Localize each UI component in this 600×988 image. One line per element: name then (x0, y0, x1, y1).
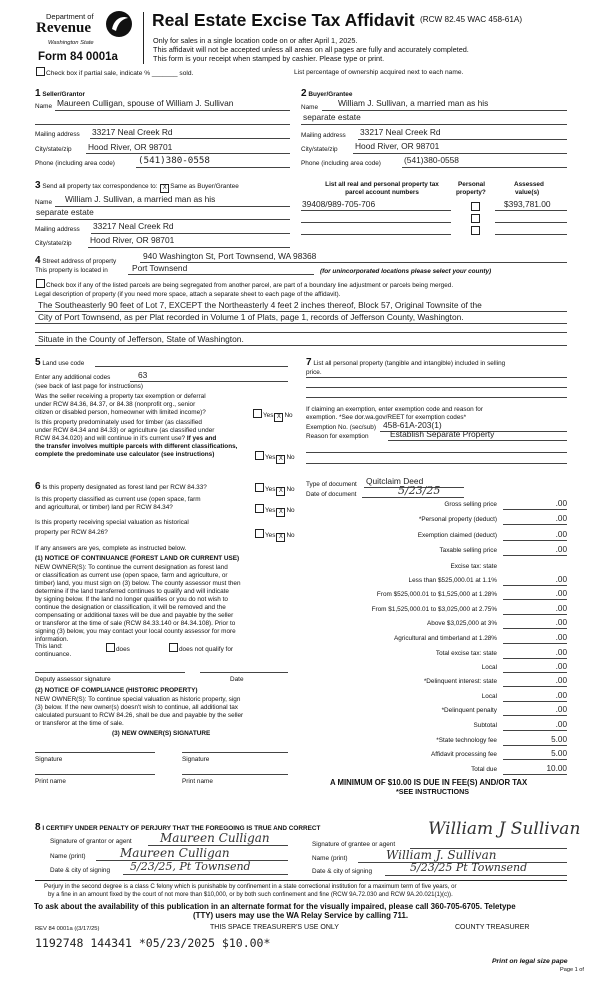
located-label: This property is located in (35, 267, 108, 274)
s6-if-yes: If any answers are yes, complete as instructed below. (35, 545, 187, 552)
see-back-note: (see back of last page for instructions) (35, 383, 143, 390)
doc-date[interactable]: 5/23/25 (398, 484, 441, 497)
tax-row-value[interactable]: 5.00 (551, 735, 567, 744)
personal-property-checkbox-1[interactable] (471, 202, 480, 211)
personal-property-label2: price. (306, 369, 322, 376)
tax-row-label: Gross selling price (444, 501, 497, 508)
form-rcw: (RCW 82.45 WAC 458-61A) (420, 15, 523, 24)
partial-sale-row: Check box if partial sale, indicate % _______ sold. (35, 67, 193, 78)
notice2-line: calculated pursuant to RCW 84.26, shall be due and payable by the seller (35, 712, 244, 719)
perjury-line1: Perjury in the second degree is a class C felony which is punishable by confinement in a state correctional institution for a maximum term of five years, or (44, 883, 457, 890)
tax-row-label: Excise tax: state (450, 563, 497, 570)
tax-row-value[interactable]: .00 (555, 676, 567, 685)
exempt-reason[interactable]: Establish Separate Property (390, 429, 495, 439)
header-note3: This form is your receipt when stamped by cashier. Please type or print. (153, 54, 385, 63)
tax-row-label: Local (481, 693, 497, 700)
notice1-line: timber) land, you must sign on (3) below. The county assessor must then (35, 580, 241, 587)
notice2-title: (2) NOTICE OF COMPLIANCE (HISTORIC PROPERTY) (35, 687, 198, 694)
seller-name-label: Name (35, 103, 53, 110)
tax-row-label: Total excise tax: state (435, 650, 497, 657)
new-owner-print-label-1: Print name (35, 778, 66, 785)
buyer-mail[interactable]: 33217 Neal Creek Rd (360, 127, 441, 137)
tax-row-value[interactable]: .00 (555, 575, 567, 584)
s6-q2-line1: Is this property classified as current use (open space, farm (35, 496, 201, 503)
alt-format-line1: To ask about the availability of this publication in an alternate format for the visually impaired, please call 360-705-6705. Teletype (34, 902, 516, 911)
county-treasurer: COUNTY TREASURER (455, 924, 530, 931)
tax-row-label: Subtotal (473, 722, 497, 729)
seller-heading: 1 Seller/Grantor (35, 88, 85, 99)
q1-answer: Yes X No (252, 409, 293, 422)
buyer-phone-label: Phone (including area code) (301, 160, 381, 167)
treasurer-only: THIS SPACE TREASURER'S USE ONLY (210, 924, 339, 931)
seller-mail-label: Mailing address (35, 131, 80, 138)
parcel-col2-h1: Personal (458, 181, 485, 188)
seller-mail[interactable]: 33217 Neal Creek Rd (92, 127, 173, 137)
grantor-name-label: Name (print) (50, 853, 86, 860)
corr-mail[interactable]: 33217 Neal Creek Rd (93, 221, 174, 231)
continuance-label: continuance. (35, 651, 72, 658)
notice2-line: NEW OWNER(S): To continue special valuation as historic property, sign (35, 696, 241, 703)
parcel-number[interactable]: 39408/989-705-706 (302, 199, 376, 209)
tax-row-value[interactable]: .00 (555, 618, 567, 627)
tax-row-value[interactable]: .00 (555, 662, 567, 671)
tax-row-value[interactable]: .00 (555, 545, 567, 554)
q1-line3: citizen or disabled person, homeowner with limited income)? (35, 409, 206, 416)
parcel-col2-h2: property? (456, 189, 486, 196)
notice1-line: compensating or additional taxes will be due and payable by the seller (35, 612, 234, 619)
tax-row-label: *State technology fee (436, 737, 497, 744)
tax-row-label: Total due (471, 766, 497, 773)
s6-q3-line1: Is this property receiving special valuation as historical (35, 519, 189, 526)
buyer-name-line2[interactable]: separate estate (303, 112, 361, 122)
legal-line3[interactable]: Situate in the County of Jefferson, State of Washington. (38, 334, 244, 344)
exempt-no[interactable]: 458-61A-203(1) (383, 420, 442, 430)
tax-row-label: Exemption claimed (deduct) (417, 532, 497, 539)
q2-line5: complete the predominate use calculator (see instructions) (35, 451, 215, 458)
buyer-name-line1[interactable]: William J. Sullivan, a married man as his (338, 98, 489, 108)
s6-q2-answer: Yes X No (254, 504, 295, 517)
q1-line1: Was the seller receiving a property tax exemption or deferral (35, 393, 206, 400)
exempt-line1: If claiming an exemption, enter exemption code and reason for (306, 406, 483, 413)
grantor-name[interactable]: Maureen Culligan (120, 846, 230, 860)
page-number: Page 1 of (560, 967, 584, 973)
notice2-line: or transferor at the time of sale. (35, 720, 124, 727)
parcel-col3-h2: value(s) (515, 189, 540, 196)
deputy-sig-label: Deputy assessor signature (35, 676, 111, 683)
tax-row-label: Above $3,025,000 at 3% (427, 620, 497, 627)
notice1-line: by signing below. If the land no longer qualifies or you do not wish to (35, 596, 228, 603)
s6-q1-no[interactable]: X (276, 487, 285, 496)
grantee-name[interactable]: William J. Sullivan (386, 848, 497, 862)
q2-line1: Is this property predominately used for timber (as classified (35, 419, 202, 426)
dept-line1: Department of (46, 12, 94, 21)
does-option: does (105, 643, 130, 653)
correspondence-heading: 3 Send all property tax correspondence to: X Same as Buyer/Grantee (35, 180, 239, 191)
grantor-sig-label: Signature of grantor or agent (50, 838, 132, 845)
parcel-value[interactable]: $393,781.00 (504, 199, 551, 209)
grantee-name-label: Name (print) (312, 855, 348, 862)
s6-q3-line2: property per RCW 84.26? (35, 529, 108, 536)
grantee-signature[interactable]: William J Sullivan (428, 819, 581, 839)
tax-row-value[interactable]: .00 (555, 514, 567, 523)
segregated-checkbox[interactable] (36, 279, 45, 288)
personal-property-checkbox-3[interactable] (471, 226, 480, 235)
q2-no-checkbox[interactable]: X (276, 455, 285, 464)
this-land-label: This land: (35, 643, 63, 650)
q1-yes-checkbox[interactable] (253, 409, 262, 418)
seller-city-label: City/state/zip (35, 146, 72, 153)
notice1-line: signing (3) below, you may contact your local county assessor for more (35, 628, 236, 635)
notice1-title: (1) NOTICE OF CONTINUANCE (FOREST LAND OR CURRENT USE) (35, 555, 240, 562)
list-pct-note: List percentage of ownership acquired next to each name. (294, 69, 464, 76)
grantee-sig-label: Signature of grantee or agent (312, 841, 396, 848)
q2-yes-checkbox[interactable] (255, 451, 264, 460)
tax-row-label: Local (481, 664, 497, 671)
s6-q2-no[interactable]: X (276, 508, 285, 517)
legal-line2[interactable]: City of Port Townsend, as per Plat recorded in Volume 1 of Plats, page 1, records of Jefferson County, Washington. (38, 312, 464, 322)
seller-phone-label: Phone (including area code) (35, 160, 115, 167)
s6-q2-line2: and agricultural, or timber) land per RCW 84.34? (35, 504, 173, 511)
tax-row-value[interactable]: .00 (555, 633, 567, 642)
notice3-title: (3) NEW OWNER(S) SIGNATURE (112, 730, 211, 737)
tax-row-value[interactable]: .00 (555, 499, 567, 508)
additional-codes-label: Enter any additional codes (35, 374, 111, 381)
seller-name[interactable]: Maureen Culligan, spouse of William J. Sullivan (57, 98, 234, 108)
does-not-option: does not qualify for (168, 643, 233, 653)
see-instructions: *SEE INSTRUCTIONS (396, 787, 470, 796)
tax-row-value[interactable]: .00 (555, 648, 567, 657)
property-located[interactable]: Port Townsend (132, 263, 188, 273)
notice1-line: NEW OWNER(S): To continue the current designation as forest land (35, 564, 228, 571)
segregated-row: Check box if any of the listed parcels are being segregated from another parcel, are part of a boundary line adjustment or parcels being merged. (35, 279, 453, 289)
exempt-no-label: Exemption No. (sec/sub) (306, 424, 376, 431)
buyer-name-label: Name (301, 104, 319, 111)
parcel-col1-h2: parcel account numbers (345, 189, 419, 196)
corr-name-line2[interactable]: separate estate (36, 207, 94, 217)
notice1-line: information. (35, 636, 69, 643)
notice1-line: continue the designation or classification, it will be removed and the (35, 604, 226, 611)
tax-row-value[interactable]: .00 (555, 530, 567, 539)
q2-line2: under RCW 84.34 and 84.33) or agriculture (as classified under (35, 427, 215, 434)
corr-name-line1[interactable]: William J. Sullivan, a married man as his (65, 194, 216, 204)
minimum-due-note: A MINIMUM OF $10.00 IS DUE IN FEE(S) AND/OR TAX (330, 778, 528, 787)
corr-mail-label: Mailing address (35, 226, 80, 233)
q1-line2: under RCW 84.36, 84.37, or 84.38 (nonprofit org., senior (35, 401, 196, 408)
tax-row-label: Taxable selling price (439, 547, 497, 554)
treasurer-stamp: 1192748 144341 *05/23/2025 $10.00* (35, 936, 271, 950)
rev-number: REV 84 0001a ((3/17/25) (35, 926, 100, 932)
buyer-city[interactable]: Hood River, OR 98701 (355, 141, 440, 151)
located-note: (for unincorporated locations please select your county) (320, 268, 492, 275)
buyer-mail-label: Mailing address (301, 132, 346, 139)
tax-row-label: *Delinquent penalty (441, 707, 497, 714)
q2-line4: the transfer involves multiple parcels with different classifications, (35, 443, 238, 450)
buyer-city-label: City/state/zip (301, 146, 338, 153)
dept-revenue: Revenue (36, 20, 91, 36)
form-number: Form 84 0001a (38, 51, 118, 63)
dept-state: Washington State (48, 40, 94, 46)
personal-property-checkbox-2[interactable] (471, 214, 480, 223)
corr-city[interactable]: Hood River, OR 98701 (90, 235, 175, 245)
notice2-line: (3) below. If the new owner(s) doesn't wish to continue, all additional tax (35, 704, 238, 711)
s6-q3-yes[interactable] (255, 529, 264, 538)
grantee-date-city[interactable]: 5/23/25 Pt Townsend (410, 861, 528, 874)
buyer-phone[interactable]: (541)380-0558 (404, 155, 459, 165)
q2-line3: RCW 84.34.020) and will continue in it's current use? If yes and (35, 435, 217, 442)
tax-row-value[interactable]: 10.00 (546, 764, 567, 773)
tax-row-value[interactable]: .00 (555, 691, 567, 700)
buyer-heading: 2 Buyer/Grantee (301, 88, 353, 99)
tax-row-label: From $1,525,000.01 to $3,025,000 at 2.75% (371, 606, 497, 613)
deputy-date-label: Date (230, 676, 244, 683)
tax-row-label: *Personal property (deduct) (418, 516, 497, 523)
partial-sale-checkbox[interactable] (36, 67, 45, 76)
s6-q2-yes[interactable] (255, 504, 264, 513)
tax-row-label: From $525,000.01 to $1,525,000 at 1.28% (376, 591, 497, 598)
legal-label: Legal description of property (if you need more space, attach a separate sheet to each page of the affidavit). (35, 291, 341, 298)
header-note2: This affidavit will not be accepted unless all areas on all pages are fully and accurately completed. (153, 45, 469, 54)
parcel-col3-h1: Assessed (514, 181, 544, 188)
s6-q1-answer: Yes X No (254, 483, 295, 496)
new-owner-sig-label-2: Signature (182, 756, 210, 763)
s6-q1-yes[interactable] (255, 483, 264, 492)
s6-q3-answer: Yes X No (254, 529, 295, 542)
tax-row-value[interactable]: .00 (555, 705, 567, 714)
q1-no-checkbox[interactable]: X (274, 413, 283, 422)
perjury-line2: by a fine in an amount fixed by the court of not more than $10,000, or by both such confinement and fine (RCW 9A.72.030 and RCW 9A.20.021(1)(c)). (48, 891, 453, 898)
tax-row-label: Less than $525,000.01 at 1.1% (408, 577, 497, 584)
does-not-checkbox[interactable] (169, 643, 178, 652)
new-owner-print-label-2: Print name (182, 778, 213, 785)
exempt-line2: exemption. *See dor.wa.gov/REET for exemption codes* (306, 414, 467, 421)
tax-row-label: Affidavit processing fee (431, 751, 497, 758)
grantee-date-label: Date & city of signing (312, 868, 373, 875)
legal-size-note: Print on legal size pape (492, 958, 568, 965)
doc-type[interactable]: Quitclaim Deed (366, 476, 424, 486)
parcel-col1-h1: List all real and personal property tax (325, 181, 439, 188)
grantor-date-city[interactable]: 5/23/25, Pt Townsend (130, 860, 251, 873)
personal-property-label: 7 List all personal property (tangible and intangible) included in selling (306, 357, 506, 368)
seller-phone[interactable]: (541)380-0558 (138, 155, 210, 166)
new-owner-sig-label-1: Signature (35, 756, 63, 763)
dor-logo-icon (104, 9, 134, 39)
notice1-line: determine if the land transferred continues to qualify and will indicate (35, 588, 229, 595)
does-checkbox[interactable] (106, 643, 115, 652)
tax-row-value[interactable]: 5.00 (551, 749, 567, 758)
notice1-line: or classification as current use (open space, farm and agriculture, or (35, 572, 228, 579)
additional-codes[interactable]: 63 (138, 370, 148, 380)
doc-type-label: Type of document (306, 481, 357, 488)
form-title: Real Estate Excise Tax Affidavit (152, 10, 415, 30)
certify-heading: 8 I CERTIFY UNDER PENALTY OF PERJURY THAT THE FOREGOING IS TRUE AND CORRECT (35, 822, 321, 833)
seller-city[interactable]: Hood River, OR 98701 (88, 142, 173, 152)
alt-format-line2: (TTY) users may use the WA Relay Service by calling 711. (193, 911, 409, 920)
s6-q1: 6 Is this property designated as forest land per RCW 84.33? (35, 481, 207, 492)
tax-row-label: *Delinquent interest: state (423, 678, 497, 685)
legal-line1[interactable]: The Southeasterly 90 feet of Lot 7, EXCEPT the Northeasterly 4 feet 2 inches thereof, Block 57, Original Townsite of the (38, 300, 482, 310)
doc-date-label: Date of document (306, 491, 357, 498)
s6-q3-no[interactable]: X (276, 533, 285, 542)
corr-city-label: City/state/zip (35, 240, 72, 247)
grantor-signature[interactable]: Maureen Culligan (160, 831, 270, 845)
reason-label: Reason for exemption (306, 433, 369, 440)
tax-row-value[interactable]: .00 (555, 720, 567, 729)
tax-row-value[interactable]: .00 (555, 589, 567, 598)
header-note1: Only for sales in a single location code on or after April 1, 2025. (153, 36, 358, 45)
tax-row-value[interactable]: .00 (555, 604, 567, 613)
grantor-date-label: Date & city of signing (50, 867, 111, 874)
corr-name-label: Name (35, 199, 53, 206)
landuse-label: 5 Land use code (35, 357, 85, 368)
notice1-line: or transferor at the time of sale (RCW 84.33.140 or 84.34.108). Prior to (35, 620, 236, 627)
street-label: 4 Street address of property (35, 255, 117, 266)
same-as-buyer-checkbox[interactable]: X (160, 184, 169, 193)
tax-row-label: Agricultural and timberland at 1.28% (393, 635, 497, 642)
property-street[interactable]: 940 Washington St, Port Townsend, WA 98368 (143, 251, 317, 261)
q2-answer: Yes X No (254, 451, 295, 464)
